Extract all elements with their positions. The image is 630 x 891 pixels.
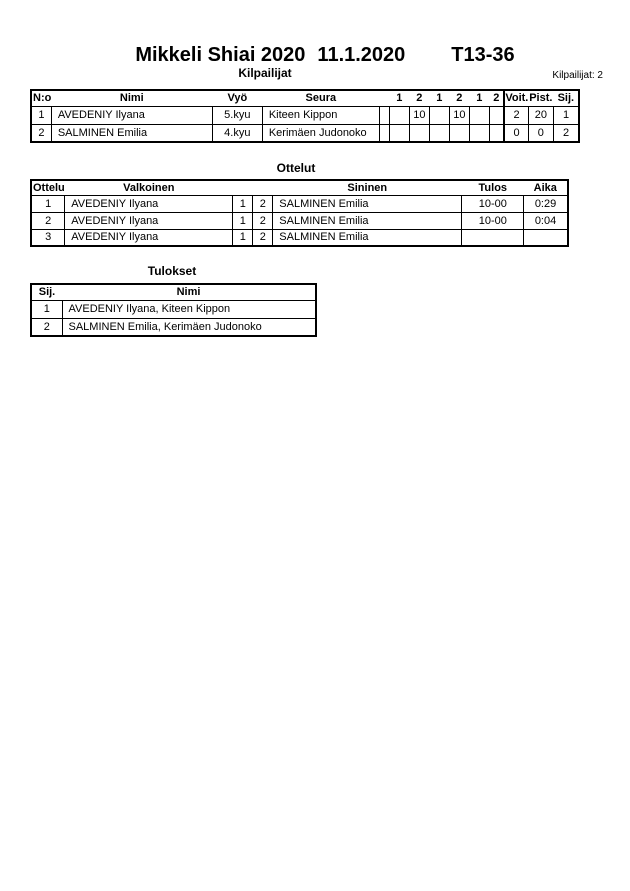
score-cell [429, 124, 449, 142]
competitors-count: Kilpailijat: 2 [552, 70, 603, 81]
score-cell [449, 124, 469, 142]
white-name: AVEDENIY Ilyana [65, 212, 233, 229]
blue-name: SALMINEN Emilia [273, 195, 462, 212]
matches-table [30, 179, 569, 247]
competitor-row [31, 106, 579, 124]
col-name: Nimi [62, 284, 316, 300]
competitor-place: 2 [553, 124, 579, 142]
col-round-3: 1 [429, 90, 449, 106]
competitor-no: 2 [31, 124, 51, 142]
blue-name: SALMINEN Emilia [273, 212, 462, 229]
white-num: 1 [233, 195, 253, 212]
col-name: Nimi [51, 90, 212, 106]
spacer-cell [379, 124, 389, 142]
match-time: 0:04 [524, 212, 568, 229]
competitor-wins: 2 [504, 106, 528, 124]
match-result: 10-00 [462, 195, 524, 212]
white-num: 1 [233, 229, 253, 246]
col-club: Seura [262, 90, 379, 106]
competitor-name: SALMINEN Emilia [51, 124, 212, 142]
result-row [31, 300, 316, 318]
match-no: 2 [31, 212, 65, 229]
competitors-table [30, 89, 580, 143]
col-round-6: 2 [489, 90, 504, 106]
competitor-place: 1 [553, 106, 579, 124]
col-no: N:o [31, 90, 51, 106]
blue-name: SALMINEN Emilia [273, 229, 462, 246]
spacer-cell [379, 106, 389, 124]
event-name: Mikkeli Shiai 2020 [135, 44, 306, 66]
score-cell: 10 [409, 106, 429, 124]
match-result: 10-00 [462, 212, 524, 229]
match-row [31, 212, 568, 229]
results-heading: Tulokset [147, 264, 197, 278]
col-match: Ottelu [33, 181, 65, 194]
match-row [31, 195, 568, 212]
match-result [462, 229, 524, 246]
score-cell [469, 124, 489, 142]
result-name: SALMINEN Emilia, Kerimäen Judonoko [62, 318, 316, 336]
result-row [31, 318, 316, 336]
competitor-club: Kerimäen Judonoko [262, 124, 379, 142]
competitors-heading: Kilpailijat [238, 66, 292, 80]
competitor-row [31, 124, 579, 142]
white-name: AVEDENIY Ilyana [65, 195, 233, 212]
matches-header-row [31, 180, 568, 195]
score-cell [389, 106, 409, 124]
white-name: AVEDENIY Ilyana [65, 229, 233, 246]
col-result: Tulos [462, 180, 524, 195]
match-time [524, 229, 568, 246]
competitor-belt: 4.kyu [212, 124, 262, 142]
competitor-belt: 5.kyu [212, 106, 262, 124]
col-round-4: 2 [449, 90, 469, 106]
category-code: T13-36 [451, 44, 515, 66]
col-round-1: 1 [389, 90, 409, 106]
match-time: 0:29 [524, 195, 568, 212]
score-cell [489, 106, 504, 124]
blue-num: 2 [253, 229, 273, 246]
score-cell: 10 [449, 106, 469, 124]
col-white: Valkoinen [65, 180, 233, 195]
match-row [31, 229, 568, 246]
col-round-2: 2 [409, 90, 429, 106]
competitor-club: Kiteen Kippon [262, 106, 379, 124]
results-header-row [31, 284, 316, 300]
result-name: AVEDENIY Ilyana, Kiteen Kippon [62, 300, 316, 318]
col-place: Sij. [553, 90, 579, 106]
score-cell [429, 106, 449, 124]
result-place: 1 [31, 300, 62, 318]
col-round-5: 1 [469, 90, 489, 106]
matches-heading: Ottelut [276, 161, 316, 175]
result-place: 2 [31, 318, 62, 336]
score-cell [389, 124, 409, 142]
white-num: 1 [233, 212, 253, 229]
col-time: Aika [524, 180, 568, 195]
score-cell [489, 124, 504, 142]
col-white-num [233, 180, 253, 195]
col-wins: Voit. [504, 90, 528, 106]
col-belt: Vyö [212, 90, 262, 106]
match-no: 1 [31, 195, 65, 212]
col-points: Pist. [528, 90, 553, 106]
blue-num: 2 [253, 212, 273, 229]
score-cell [469, 106, 489, 124]
event-date: 11.1.2020 [317, 44, 406, 66]
score-cell [409, 124, 429, 142]
competitors-header-row [31, 90, 579, 106]
blue-num: 2 [253, 195, 273, 212]
competitor-name: AVEDENIY Ilyana [51, 106, 212, 124]
col-place: Sij. [31, 284, 62, 300]
competitor-no: 1 [31, 106, 51, 124]
col-blue-num [253, 180, 273, 195]
competitor-points: 0 [528, 124, 553, 142]
competitor-wins: 0 [504, 124, 528, 142]
competitor-points: 20 [528, 106, 553, 124]
match-no: 3 [31, 229, 65, 246]
page-title [135, 44, 514, 66]
col-blue: Sininen [273, 180, 462, 195]
col-spacer [379, 90, 389, 106]
results-table [30, 283, 317, 337]
